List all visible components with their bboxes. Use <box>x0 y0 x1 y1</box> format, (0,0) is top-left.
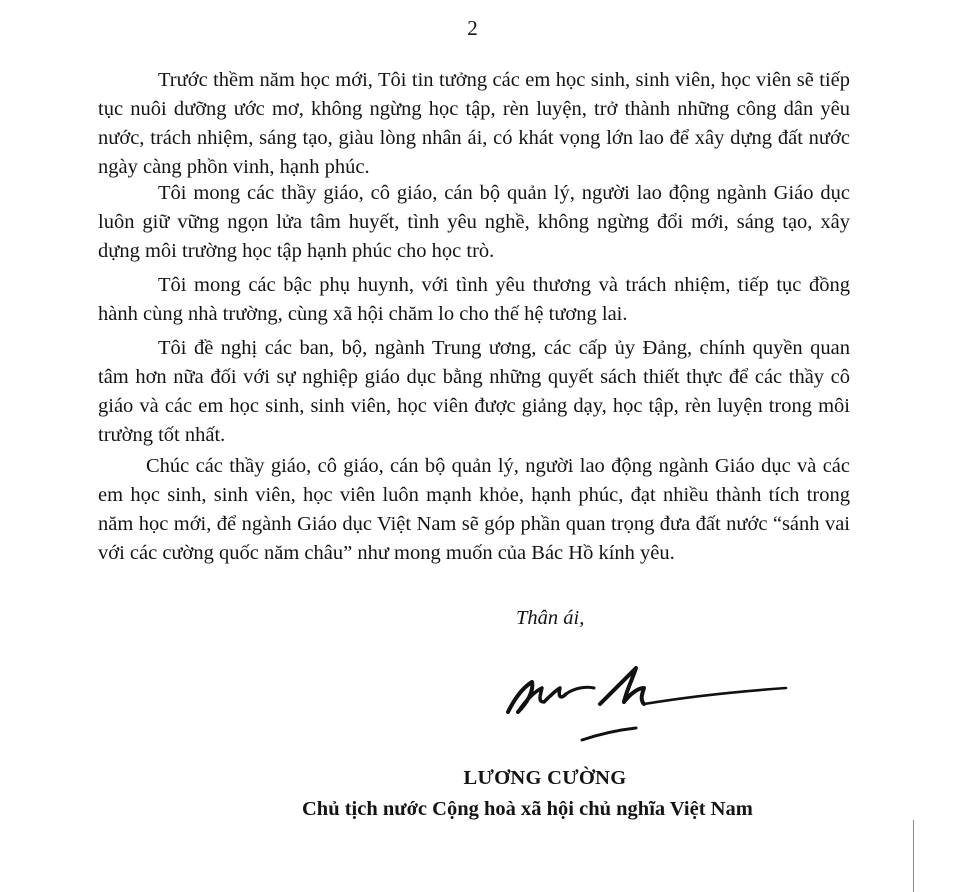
paragraph-text: Tôi đề nghị các ban, bộ, ngành Trung ương, các cấp ủy Đảng, chính quyền quan tâm hơn nữa đối với sự nghiệp giáo dục bằng những quyết sách thiết thực để các thầy cô giáo và các em học sinh, sinh viên, học viên được giảng dạy, học tập, rèn luyện trong môi trường tốt nhất. <box>98 337 850 446</box>
paragraph-wishes-parents <box>98 271 850 329</box>
paragraph-text: Chúc các thầy giáo, cô giáo, cán bộ quản lý, người lao động ngành Giáo dục và các em học sinh, sinh viên, học viên luôn mạnh khỏe, hạnh phúc, đạt nhiều thành tích trong năm học mới, để ngành Giáo dục Việt Nam sẽ góp phần quan trọng đưa đất nước “sánh vai với các cường quốc năm châu” như mong muốn của Bác Hồ kính yêu. <box>98 455 850 564</box>
page-number: 2 <box>467 16 478 40</box>
handwritten-signature <box>500 652 790 752</box>
scan-edge-line <box>913 820 914 892</box>
paragraph-congratulations <box>98 452 850 568</box>
signer-title: Chủ tịch nước Cộng hoà xã hội chủ nghĩa Việt Nam <box>302 798 753 820</box>
closing-salutation: Thân ái, <box>516 607 585 629</box>
paragraph-text: Tôi mong các thầy giáo, cô giáo, cán bộ quản lý, người lao động ngành Giáo dục luôn giữ vững ngọn lửa tâm huyết, tình yêu nghề, không ngừng đổi mới, sáng tạo, xây dựng môi trường học tập hạnh phúc cho học trò. <box>98 182 850 262</box>
paragraph-text: Trước thềm năm học mới, Tôi tin tưởng các em học sinh, sinh viên, học viên sẽ tiếp tục nuôi dưỡng ước mơ, không ngừng học tập, rèn luyện, trở thành những công dân yêu nước, trách nhiệm, sáng tạo, giàu lòng nhân ái, có khát vọng lớn lao để xây dựng đất nước ngày càng phồn vinh, hạnh phúc. <box>98 69 850 178</box>
paragraph-wishes-teachers <box>98 179 850 266</box>
paragraph-wishes-students <box>98 66 850 182</box>
paragraph-request-authorities <box>98 334 850 450</box>
paragraph-text: Tôi mong các bậc phụ huynh, với tình yêu thương và trách nhiệm, tiếp tục đồng hành cùng nhà trường, cùng xã hội chăm lo cho thế hệ tương lai. <box>98 274 850 325</box>
signer-name: LƯƠNG CƯỜNG <box>463 767 627 789</box>
